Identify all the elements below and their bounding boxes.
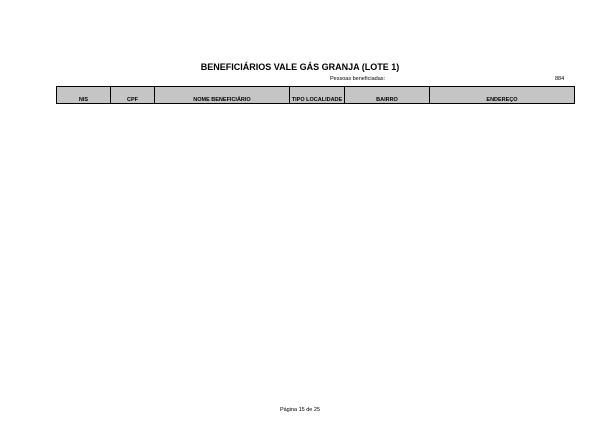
column-header-endereco: ENDEREÇO	[430, 87, 575, 104]
document-title: BENEFICIÁRIOS VALE GÁS GRANJA (LOTE 1)	[200, 62, 400, 72]
column-header-cpf: CPF	[111, 87, 155, 104]
column-header-bairro: BAIRRO	[345, 87, 430, 104]
column-header-nis: NIS	[57, 87, 111, 104]
beneficiaries-count: 884	[555, 76, 565, 82]
beneficiaries-table	[56, 86, 575, 104]
page-footer: Página 15 de 25	[279, 407, 321, 413]
table-header-row	[57, 87, 575, 104]
column-header-tipo-localidade: TIPO LOCALIDADE	[290, 87, 345, 104]
beneficiaries-summary	[0, 74, 600, 84]
column-header-nome-beneficiario: NOME BENEFICIÁRIO	[155, 87, 290, 104]
beneficiaries-label: Pessoas beneficiadas:	[330, 76, 386, 82]
